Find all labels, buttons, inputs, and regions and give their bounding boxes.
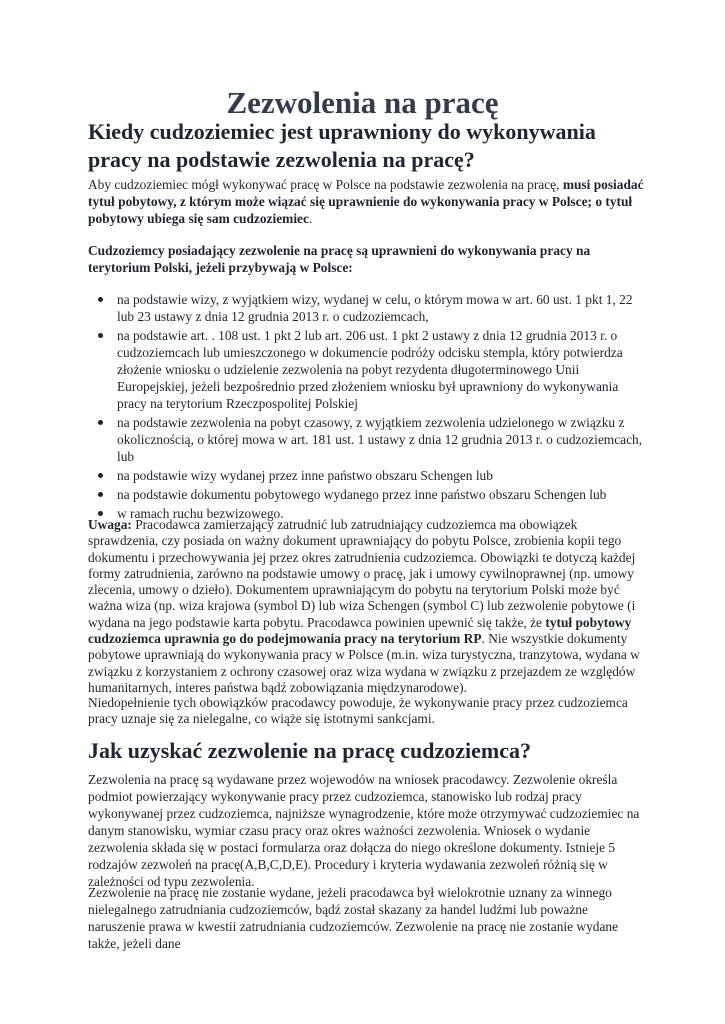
document-title: Zezwolenia na pracę	[226, 85, 499, 120]
intro-bold-text: musi posiadać tytuł pobytowy, z którym może wiązać się uprawnienie do wykonywania pracy w Polsce; o tytuł pobytowy ubiega się sam cudzoziemiec	[88, 177, 644, 226]
conditions-list	[88, 291, 648, 524]
intro-paragraph	[88, 176, 648, 227]
note-label: Uwaga:	[88, 517, 132, 532]
list-item-text: na podstawie dokumentu pobytowego wydanego przez inne państwo obszaru Schengen lub	[117, 487, 607, 502]
list-item	[88, 327, 648, 412]
bullet-icon	[98, 333, 103, 338]
list-item-text: na podstawie wizy, z wyjątkiem wizy, wydanej w celu, o którym mowa w art. 60 ust. 1 pkt 1, 22 lub 23 ustawy z dnia 12 grudnia 2013 r. o cudzoziemcach,	[117, 292, 633, 324]
bullet-icon	[98, 492, 103, 497]
list-item-text: na podstawie wizy wydanej przez inne państwo obszaru Schengen lub	[117, 468, 493, 483]
lead-paragraph	[88, 242, 648, 276]
consequence-paragraph: Niedopełnienie tych obowiązków pracodawcy powoduje, że wykonywanie pracy przez cudzoziemca pracy uznaje się za nielegalne, co wiąże się istotnymi sankcjami.	[88, 695, 628, 727]
procedure-paragraph: Zezwolenia na pracę są wydawane przez wojewodów na wniosek pracodawcy. Zezwolenie określa podmiot powierzający wykonywanie pracy przez cudzoziemca, stanowisko lub rodzaj pracy wykonywanej przez cudzoziemca, najniższe wynagrodzenie, które może otrzymywać cudzoziemiec na danym stanowisku, wymiar czasu pracy oraz okres ważności zezwolenia. Wniosek o wydanie zezwolenia składa się w postaci formularza oraz dołącza do niego określone dokumenty. Istnieje 5 rodzajów zezwoleń na pracę(A,B,C,D,E). Procedury i kryteria wydawania zezwoleń różnią się w zależności od typu zezwolenia.	[88, 772, 640, 889]
list-item	[88, 414, 648, 465]
intro-text: Aby cudzoziemiec mógł wykonywać pracę w Polsce na podstawie zezwolenia na pracę,	[88, 177, 563, 192]
lead-bold-text: Cudzoziemcy posiadający zezwolenie na pracę są uprawnieni do wykonywania pracy na terytorium Polski, jeżeli przybywają w Polsce:	[88, 243, 591, 275]
note-text-end: . Nie wszystkie dokumenty pobytowe uprawniają do wykonywania pracy w Polsce (m.in. wiza turystyczna, tranzytowa, wydana w związku z korzystaniem z ochrony czasowej oraz wiza wydana w związku z przejazdem ze względów humanitarnych, interes państwa bądź zobowiązania międzynarodowe).	[88, 631, 640, 695]
bullet-icon	[98, 420, 103, 425]
section1-heading: Kiedy cudzoziemiec jest uprawniony do wykonywania pracy na podstawie zezwolenia na pracę?	[88, 119, 596, 172]
refusal-paragraph: Zezwolenie na pracę nie zostanie wydane, jeżeli pracodawca był wielokrotnie uznany za winnego nielegalnego zatrudniania cudzoziemców, bądź został skazany za handel ludźmi lub poważne naruszenie prawa w kwestii zatrudniania cudzoziemców. Zezwolenie na pracę nie zostanie wydane także, jeżeli dane	[88, 885, 619, 951]
list-item-text: w ramach ruchu bezwizowego.	[117, 506, 284, 521]
list-item-text: na podstawie art. . 108 ust. 1 pkt 2 lub art. 206 ust. 1 pkt 2 ustawy z dnia 12 grudnia 2013 r. o cudzoziemcach lub umieszczonego w dokumencie podróży odcisku stempla, który potwierdza złożenie wniosku o udzielenie zezwolenia na pobyt rezydenta długoterminowego Unii Europejskiej, jeżeli bezpośrednio przed złożeniem wniosku był uprawniony do wykonywania pracy na terytorium Rzeczpospolitej Polskiej	[117, 328, 623, 411]
intro-end: .	[308, 211, 313, 226]
bullet-icon	[98, 473, 103, 478]
list-item	[88, 467, 648, 484]
list-item	[88, 291, 648, 325]
note-text: Pracodawca zamierzający zatrudnić lub zatrudniający cudzoziemca ma obowiązek sprawdzenia, czy posiada on ważny dokument uprawniający do pobytu Polsce, zrobienia kopii tego dokumentu i przechowywania jej przez okres zatrudnienia cudzoziemca. Obowiązki te dotyczą każdej formy zatrudnienia, zarówno na podstawie umowy o pracę, jak i umowy cywilnoprawnej (np. umowy zlecenia, umowy o dzieło). Dokumentem uprawniającym do pobytu na terytorium Polski może być ważna wiza (np. wiza krajowa (symbol D) lub wiza Schengen (symbol C) lub zezwolenie pobytowe (i wydana na jego podstawie karta pobytu. Pracodawca powinien upewnić się także, że	[88, 517, 636, 630]
section2-heading: Jak uzyskać zezwolenie na pracę cudzoziemca?	[88, 738, 531, 763]
bullet-icon	[98, 511, 103, 516]
list-item-text: na podstawie zezwolenia na pobyt czasowy, z wyjątkiem zezwolenia udzielonego w związku z okolicznością, o której mowa w art. 181 ust. 1 ustawy z dnia 12 grudnia 2013 r. o cudzoziemcach, lub	[117, 415, 643, 464]
note-bold-text: tytuł pobytowy cudzoziemca uprawnia go do podejmowania pracy na terytorium RP	[88, 614, 632, 647]
note-paragraph	[88, 517, 648, 696]
list-item	[88, 486, 648, 503]
bullet-icon	[98, 297, 103, 302]
